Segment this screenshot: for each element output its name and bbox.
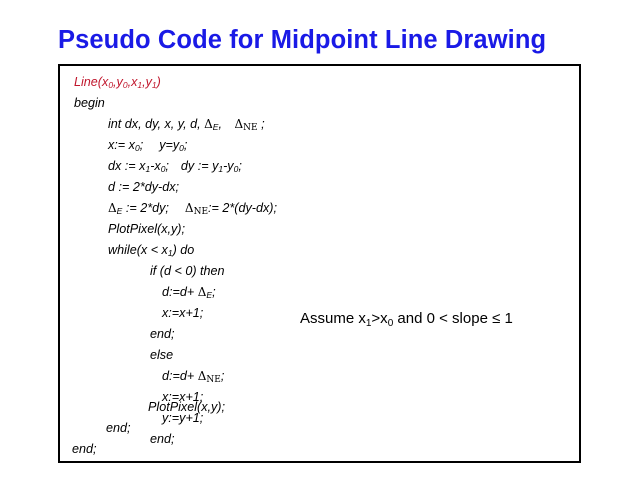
code-line-increments: $\Delta_E$ := 2*dy; ΔNE:= 2*(dy-dx); <box>108 201 277 217</box>
code-line-deltas: dx := $x_1-x_0$; dy := $y_1-y_0$; <box>108 159 242 174</box>
code-line-increment-x-east: x:=x+1; <box>162 306 204 320</box>
code-line-update-d-east: d:=d+ $\Delta_E$; <box>162 285 216 300</box>
code-line-begin: begin <box>74 96 105 110</box>
pseudo-code-box <box>58 64 581 463</box>
code-line-init-d: d := 2*dy-dx; <box>108 180 180 194</box>
code-line-else: else <box>150 348 174 362</box>
slide-title: Pseudo Code for Midpoint Line Drawing <box>58 26 547 54</box>
code-line-while: while(x < $x_1$) do <box>108 243 195 258</box>
code-line-if: if (d < 0) then <box>150 264 225 278</box>
code-line-end-procedure: end; <box>72 442 97 456</box>
code-line-end-if: end; <box>150 327 175 341</box>
code-line-update-d-northeast: d:=d+ ΔNE; <box>162 369 225 385</box>
code-line-declarations: int dx, dy, x, y, d, $\Delta_E$, ΔNE ; <box>108 117 265 133</box>
code-line-signature: $Line(x_0,y_0,x_1,y_1)$ <box>74 75 161 90</box>
code-line-plotpixel-initial: PlotPixel(x,y); <box>108 222 185 236</box>
code-line-end-while: end; <box>106 421 131 435</box>
code-line-end-else: end; <box>150 432 175 446</box>
code-line-plotpixel-loop-visible: PlotPixel(x,y); <box>148 400 225 414</box>
assumption-note: Assume $x_1>x_0$ and 0 < slope ≤ 1 <box>300 310 513 329</box>
code-line-increment-y: y:=y+1; <box>162 411 204 425</box>
code-line-increment-x-northeast: x:=x+1; <box>162 390 204 404</box>
code-line-init-xy: x:= $x_0$; $y=y_0$; <box>108 138 188 153</box>
